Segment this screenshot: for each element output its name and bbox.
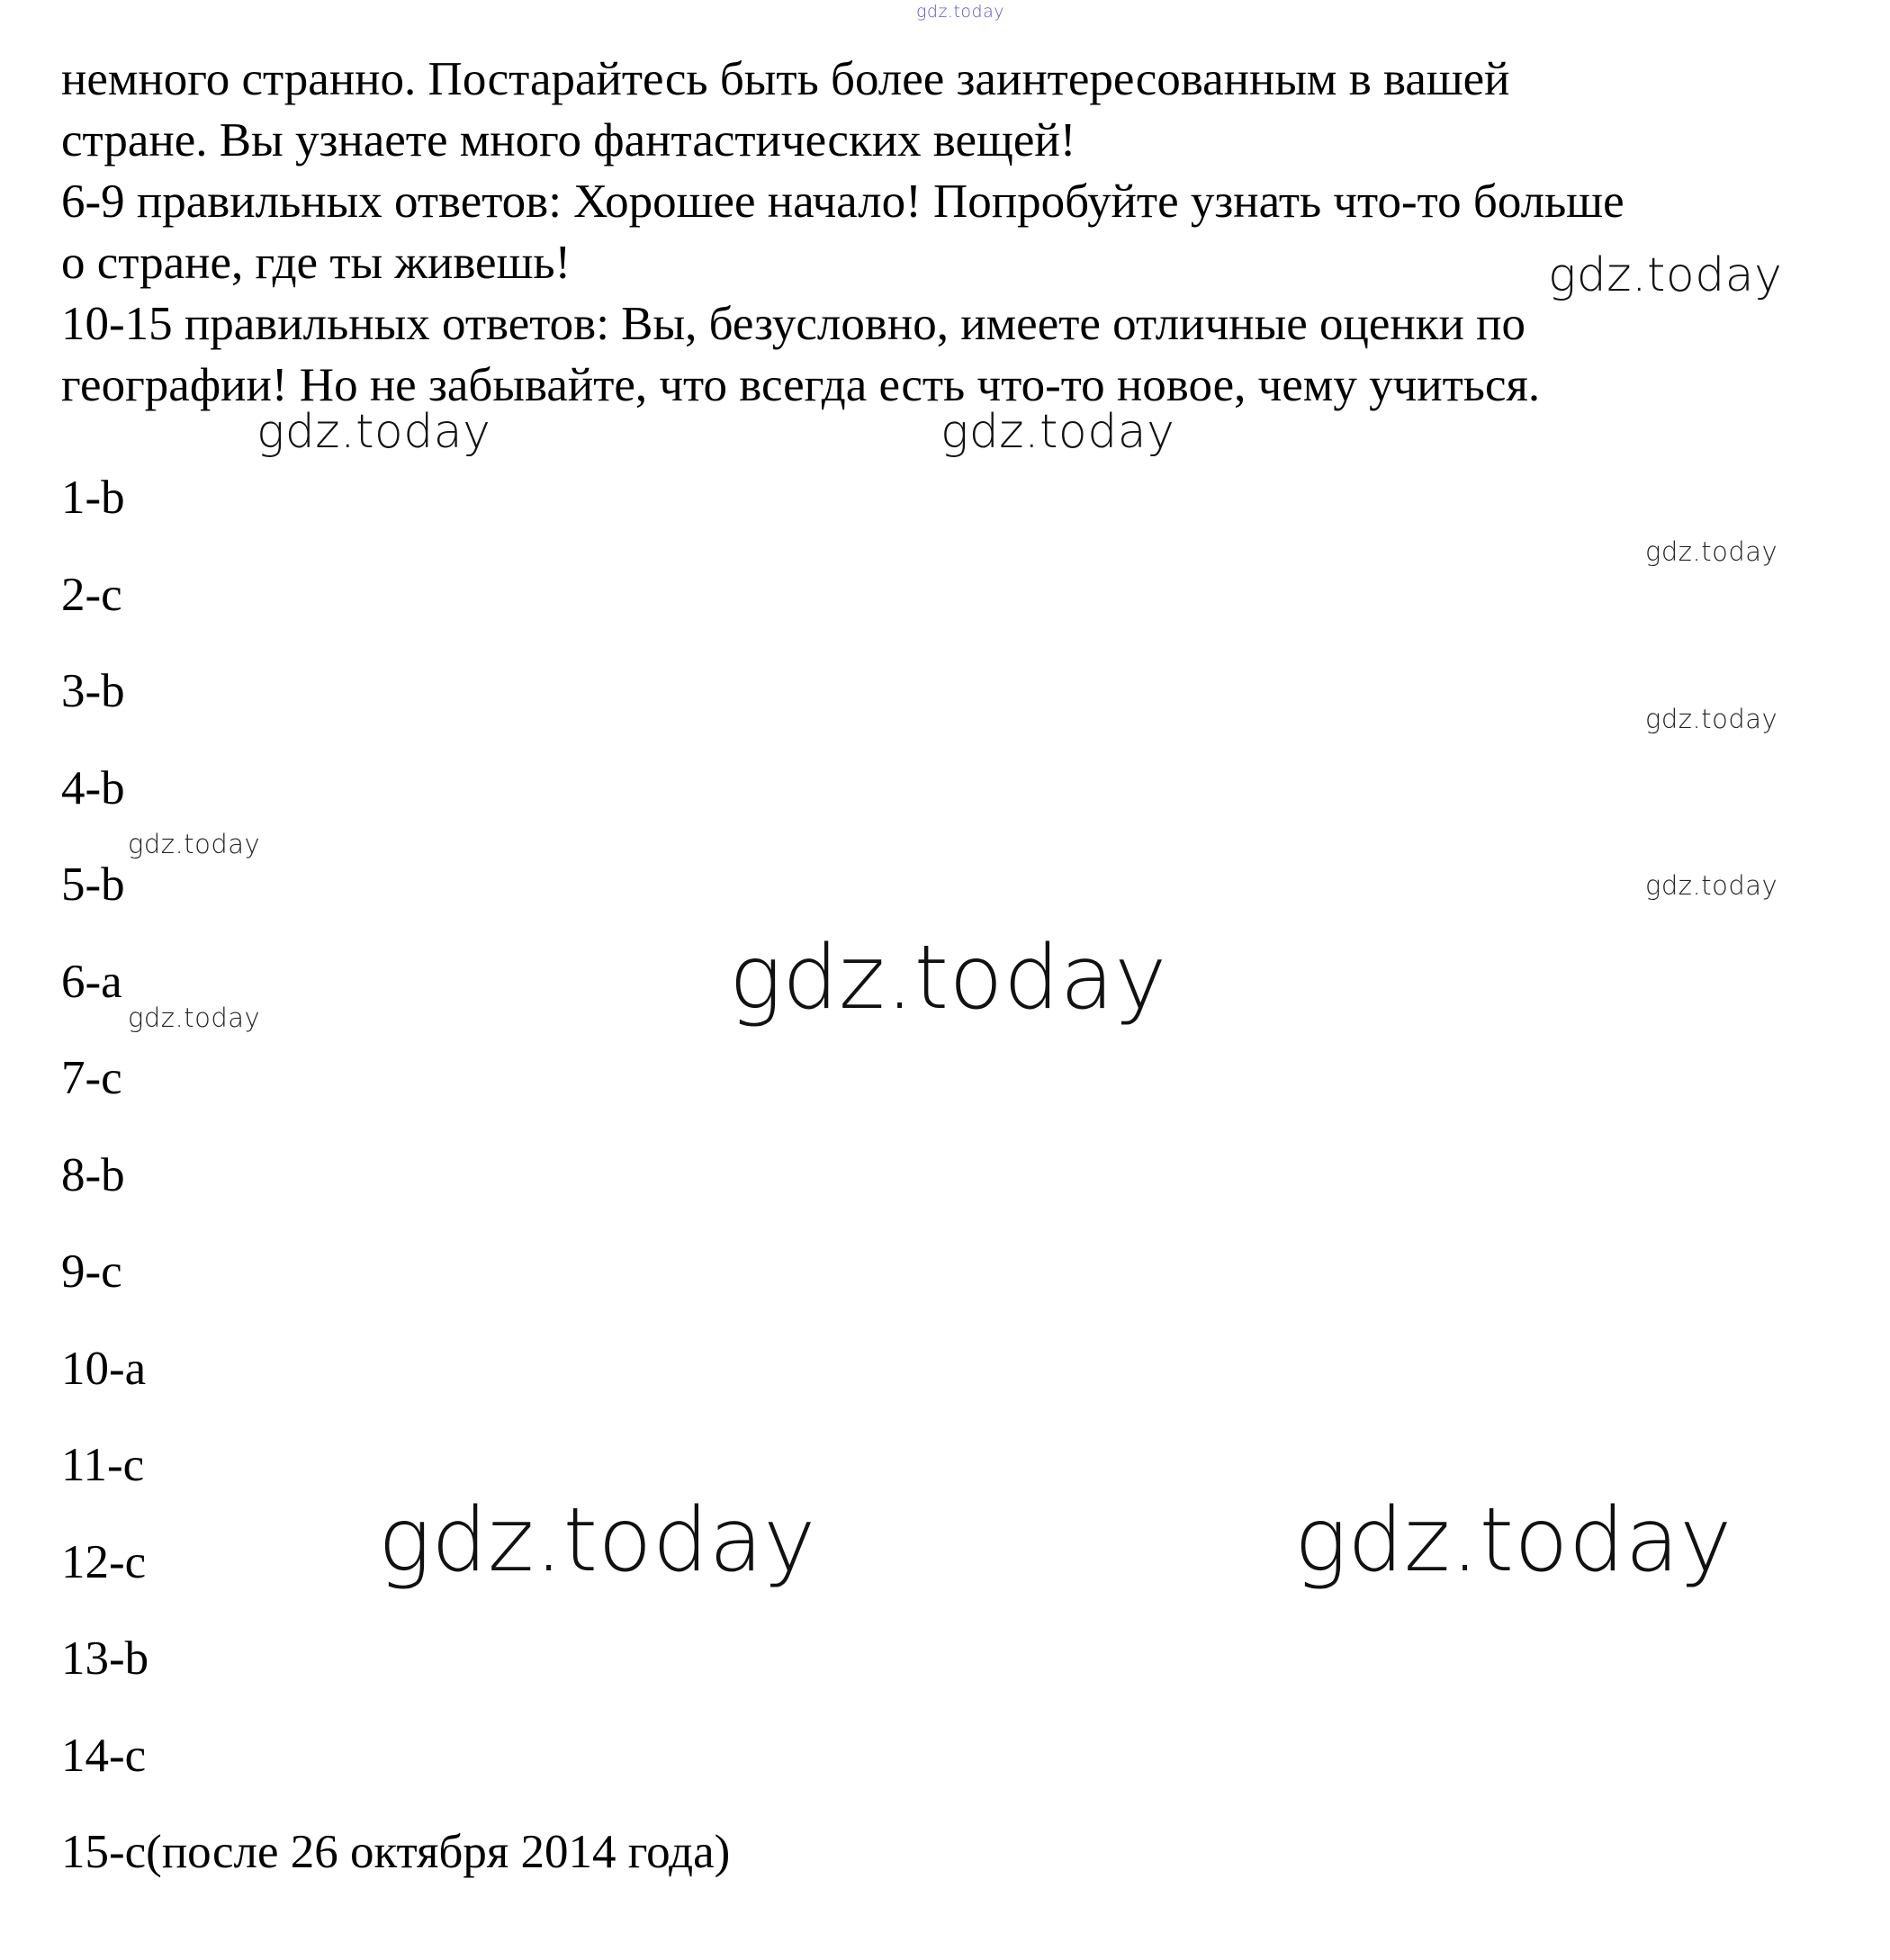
results-text xyxy=(61,49,1843,416)
answer-item: 6-a xyxy=(61,955,122,1008)
text-line: немного странно. Постарайтесь быть более заинтересованным в вашей xyxy=(61,53,1510,105)
answer-item: 8-b xyxy=(61,1148,125,1201)
answer-key-list xyxy=(61,450,961,1902)
watermark: gdz.today xyxy=(729,927,1167,1029)
answer-item: 4-b xyxy=(61,761,125,814)
answer-item: 5-b xyxy=(61,859,125,911)
answer-item: 12-c xyxy=(61,1535,147,1588)
watermark: gdz.today xyxy=(1548,248,1783,302)
answer-item: 10-a xyxy=(61,1342,147,1395)
answer-item: 13-b xyxy=(61,1632,149,1685)
answer-item: 11-c xyxy=(61,1439,145,1491)
watermark: gdz.today xyxy=(940,405,1175,459)
watermark: gdz.today xyxy=(1645,536,1778,567)
watermark: gdz.today xyxy=(128,1002,261,1033)
text-line: географии! Но не забывайте, что всегда есть что-то новое, чему учиться. xyxy=(61,359,1541,411)
text-line: 6-9 правильных ответов: Хорошее начало! Попробуйте узнать что-то больше xyxy=(61,175,1624,228)
answer-item: 2-c xyxy=(61,568,122,621)
text-line: стране. Вы узнаете много фантастических вещей! xyxy=(61,114,1076,166)
answer-item: 1-b xyxy=(61,472,125,524)
answer-item: 9-c xyxy=(61,1245,122,1298)
watermark: gdz.today xyxy=(1294,1489,1732,1592)
answer-item: 14-c xyxy=(61,1729,147,1782)
text-line: 10-15 правильных ответов: Вы, безусловно, имеете отличные оценки по xyxy=(61,298,1526,350)
answer-item: 3-b xyxy=(61,665,125,717)
watermark-top: gdz.today xyxy=(916,2,1004,22)
text-line: о стране, где ты живешь! xyxy=(61,237,572,289)
watermark: gdz.today xyxy=(128,829,261,859)
answer-item: 7-c xyxy=(61,1052,122,1104)
watermark: gdz.today xyxy=(378,1489,816,1592)
watermark: gdz.today xyxy=(256,405,491,459)
answer-item: 15-c(после 26 октября 2014 года) xyxy=(61,1826,731,1878)
watermark: gdz.today xyxy=(1645,870,1778,901)
watermark: gdz.today xyxy=(1645,704,1778,734)
